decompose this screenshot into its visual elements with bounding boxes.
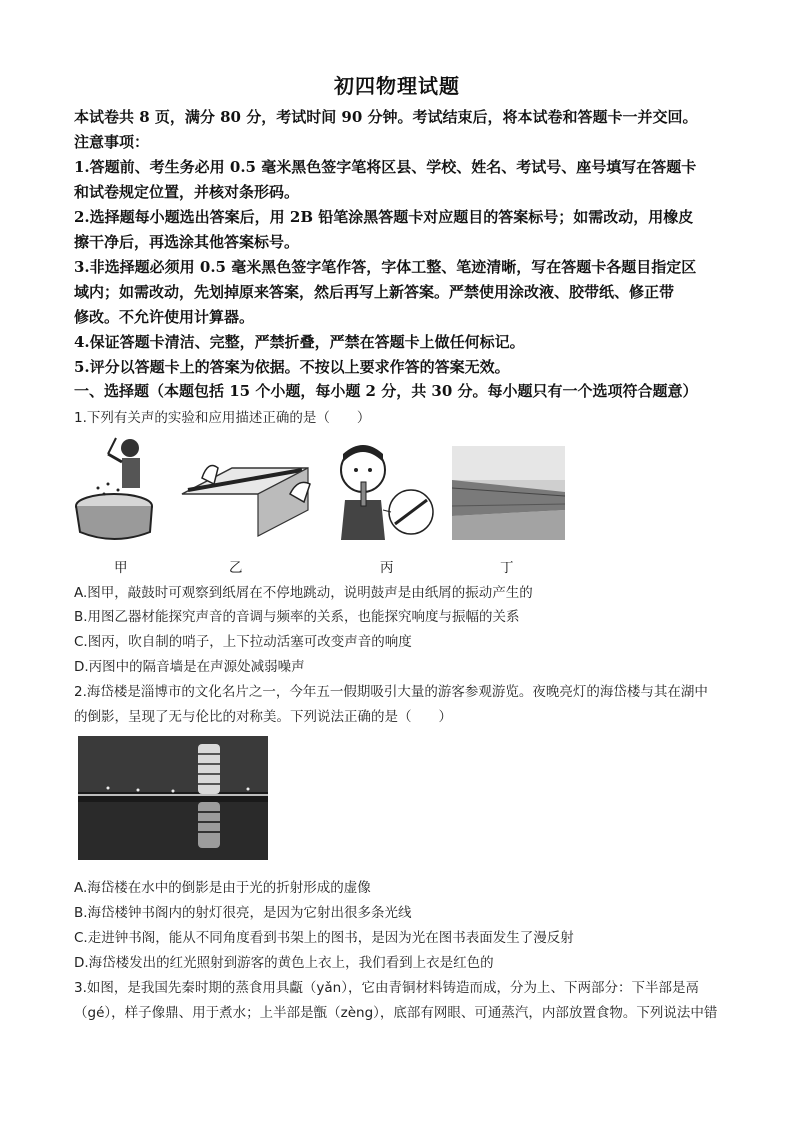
- drum-figure: [74, 436, 166, 544]
- notice-line: 4.保证答题卡清洁、完整，严禁折叠，严禁在答题卡上做任何标记。: [74, 333, 525, 351]
- question-1-option-c: C.图丙，吹自制的哨子，上下拉动活塞可改变声音的响度: [74, 634, 412, 650]
- exam-title: 初四物理试题: [334, 74, 460, 98]
- ruler-figure: [178, 450, 318, 540]
- section-heading: 一、选择题（本题包括 15 个小题，每小题 2 分，共 30 分。每小题只有一个选项符合题意）: [74, 382, 698, 400]
- notice-line: 域内；如需改动，先划掉原来答案，然后再写上新答案。严禁使用涂改液、胶带纸、修正带: [74, 283, 675, 301]
- question-3-stem: 3.如图，是我国先秦时期的蒸食用具甗（yǎn），它由青铜材料铸造而成，分为上、下两部分：下半部是鬲: [74, 980, 699, 996]
- question-2-stem: 的倒影，呈现了无与伦比的对称美。下列说法正确的是（ ）: [74, 709, 452, 725]
- question-3-stem: （gé），样子像鼎、用于煮水；上半部是甑（zèng），底部有网眼、可通蒸汽，内部放置食物。下列说法中错: [74, 1005, 718, 1021]
- notice-line: 1.答题前、考生务必用 0.5 毫米黑色签字笔将区县、学校、姓名、考试号、座号填写在答题卡: [74, 158, 697, 176]
- notice-line: 擦干净后，再选涂其他答案标号。: [74, 233, 300, 251]
- question-1-option-a: A.图甲，敲鼓时可观察到纸屑在不停地跳动，说明鼓声是由纸屑的振动产生的: [74, 585, 533, 601]
- question-2-stem: 2.海岱楼是淄博市的文化名片之一，今年五一假期吸引大量的游客参观游览。夜晚亮灯的海岱楼与其在湖中: [74, 684, 708, 700]
- notice-line: 5.评分以答题卡上的答案为依据。不按以上要求作答的答案无效。: [74, 358, 510, 376]
- question-2-option-b: B.海岱楼钟书阁内的射灯很亮，是因为它射出很多条光线: [74, 905, 412, 921]
- question-1-option-b: B.用图乙器材能探究声音的音调与频率的关系，也能探究响度与振幅的关系: [74, 609, 520, 625]
- notice-line: 修改。不允许使用计算器。: [74, 308, 255, 326]
- notice-line: 2.选择题每小题选出答案后，用 2B 铅笔涂黑答题卡对应题目的答案标号；如需改动，用橡皮: [74, 208, 694, 226]
- figure-caption-ding: 丁: [500, 560, 514, 576]
- notice-heading: 注意事项：: [74, 133, 150, 151]
- tower-reflection-photo: [78, 736, 268, 860]
- figure-caption-yi: 乙: [229, 560, 243, 576]
- question-1-option-d: D.丙图中的隔音墙是在声源处减弱噪声: [74, 659, 305, 675]
- question-2-option-d: D.海岱楼发出的红光照射到游客的黄色上衣上，我们看到上衣是红色的: [74, 955, 494, 971]
- figure-caption-bing: 丙: [380, 560, 394, 576]
- question-2-option-a: A.海岱楼在水中的倒影是由于光的折射形成的虚像: [74, 880, 371, 896]
- question-1-stem: 1.下列有关声的实验和应用描述正确的是（ ）: [74, 410, 371, 426]
- question-2-option-c: C.走进钟书阁，能从不同角度看到书架上的图书，是因为光在图书表面发生了漫反射: [74, 930, 574, 946]
- notice-line: 3.非选择题必须用 0.5 毫米黑色签字笔作答，字体工整、笔迹清晰，写在答题卡各题目指定区: [74, 258, 697, 276]
- figure-caption-jia: 甲: [114, 560, 128, 576]
- notice-line: 和试卷规定位置，并核对条形码。: [74, 183, 300, 201]
- whistle-figure: [333, 440, 439, 544]
- exam-intro: 本试卷共 8 页，满分 80 分，考试时间 90 分钟。考试结束后，将本试卷和答题卡一并交回。: [74, 108, 698, 126]
- sound-barrier-photo: [452, 446, 565, 540]
